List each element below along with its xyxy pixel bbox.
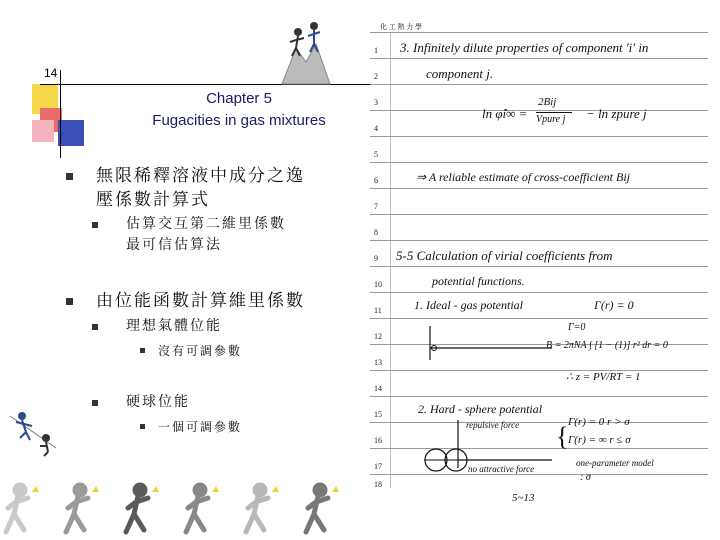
bullet-marker xyxy=(140,424,145,429)
handwritten-notes xyxy=(370,18,708,504)
bullet-marker xyxy=(92,324,98,330)
line-number: 10 xyxy=(374,280,382,289)
repulsive-force-label: repulsive force xyxy=(466,420,520,430)
bullet-1-1-line-1: 估算交互第二維里係數 xyxy=(126,216,286,232)
ideal-gas-plot xyxy=(426,324,556,364)
notes-header: 化 工 熱 力 學 xyxy=(380,23,422,31)
rope-climber-illustration xyxy=(8,408,58,458)
bullet-marker xyxy=(92,222,98,228)
title-line-2: Fugacities in gas mixtures xyxy=(152,112,326,129)
hard-sphere-case-1: Γ(r) = 0 r > σ xyxy=(568,416,630,428)
line-number: 3 xyxy=(374,98,378,107)
bullet-marker xyxy=(140,348,145,353)
line-number: 14 xyxy=(374,384,382,393)
slide-number: 14 xyxy=(44,66,58,80)
ideal-gas-equation: Γ(r) = 0 xyxy=(594,298,634,312)
corner-decoration xyxy=(32,84,92,159)
hard-sphere-case-2: Γ(r) = ∞ r ≤ σ xyxy=(568,434,631,446)
climbers-illustration xyxy=(278,18,334,88)
line-number: 13 xyxy=(374,358,382,367)
bullet-2: 由位能函數計算維里係數 xyxy=(96,291,305,311)
bullet-1-line-2: 壓係數計算式 xyxy=(96,190,210,210)
running-figures-decoration xyxy=(0,482,370,540)
ideal-gas-heading: 1. Ideal - gas potential xyxy=(414,298,523,312)
equation-lhs: ln φ̂i∞ = xyxy=(482,106,528,121)
gamma-zero-label: Γ=0 xyxy=(568,322,586,333)
one-parameter-label: one-parameter model xyxy=(576,458,654,468)
note-item-3-cont: component j. xyxy=(426,66,494,81)
bullet-1-line-1: 無限稀釋溶液中成分之逸 xyxy=(96,166,305,186)
hard-sphere-heading: 2. Hard - sphere potential xyxy=(418,402,543,416)
equation-numerator: 2Bij xyxy=(538,96,557,108)
line-number: 18 xyxy=(374,480,382,489)
line-number: 16 xyxy=(374,436,382,445)
bullet-2-1-1: 沒有可調參數 xyxy=(158,344,243,358)
header-vertical-rule xyxy=(60,70,61,158)
line-number: 9 xyxy=(374,254,378,263)
bullet-marker xyxy=(66,173,73,180)
line-number: 17 xyxy=(374,462,382,471)
reliable-estimate-note: ⇒ A reliable estimate of cross-coefficient Bij xyxy=(416,170,631,184)
bullet-2-2: 硬球位能 xyxy=(126,394,190,410)
equation-rhs: − ln zpure j xyxy=(586,106,647,121)
line-number: 8 xyxy=(374,228,378,237)
title-line-1: Chapter 5 xyxy=(206,90,272,107)
brace: { xyxy=(556,422,569,451)
sigma-label: : σ xyxy=(580,472,591,483)
equation-denominator: Vpure j xyxy=(536,114,566,125)
line-number: 5 xyxy=(374,150,378,159)
fraction-bar xyxy=(536,112,572,113)
compressibility-equation: ∴ z = PV/RT = 1 xyxy=(566,371,641,383)
bullet-2-1: 理想氣體位能 xyxy=(126,318,222,334)
note-item-3: 3. Infinitely dilute properties of component 'i' in xyxy=(400,40,649,55)
section-heading-cont: potential functions. xyxy=(432,274,525,288)
second-virial-equation: B = 2πNA ∫ [1 − (1)] r² dr = 0 xyxy=(546,340,668,351)
bullet-2-2-1: 一個可調參數 xyxy=(158,420,243,434)
attractive-force-label: no attractive force xyxy=(468,464,535,474)
page-number: 5~13 xyxy=(512,492,535,504)
line-number: 7 xyxy=(374,202,378,211)
pink-square xyxy=(32,120,54,142)
line-number: 1 xyxy=(374,46,378,55)
line-number: 4 xyxy=(374,124,378,133)
bullet-marker xyxy=(66,298,73,305)
section-heading: 5-5 Calculation of virial coefficients from xyxy=(396,248,613,263)
bullet-marker xyxy=(92,400,98,406)
line-number: 2 xyxy=(374,72,378,81)
notes-margin-line xyxy=(390,32,391,488)
bullet-1 xyxy=(96,164,305,212)
slide-title xyxy=(104,88,374,132)
line-number: 11 xyxy=(374,306,382,315)
line-number: 12 xyxy=(374,332,382,341)
line-number: 6 xyxy=(374,176,378,185)
line-number: 15 xyxy=(374,410,382,419)
blue-square xyxy=(58,120,84,146)
bullet-1-1-line-2: 最可信估算法 xyxy=(126,237,222,253)
bullet-1-1 xyxy=(126,214,286,256)
